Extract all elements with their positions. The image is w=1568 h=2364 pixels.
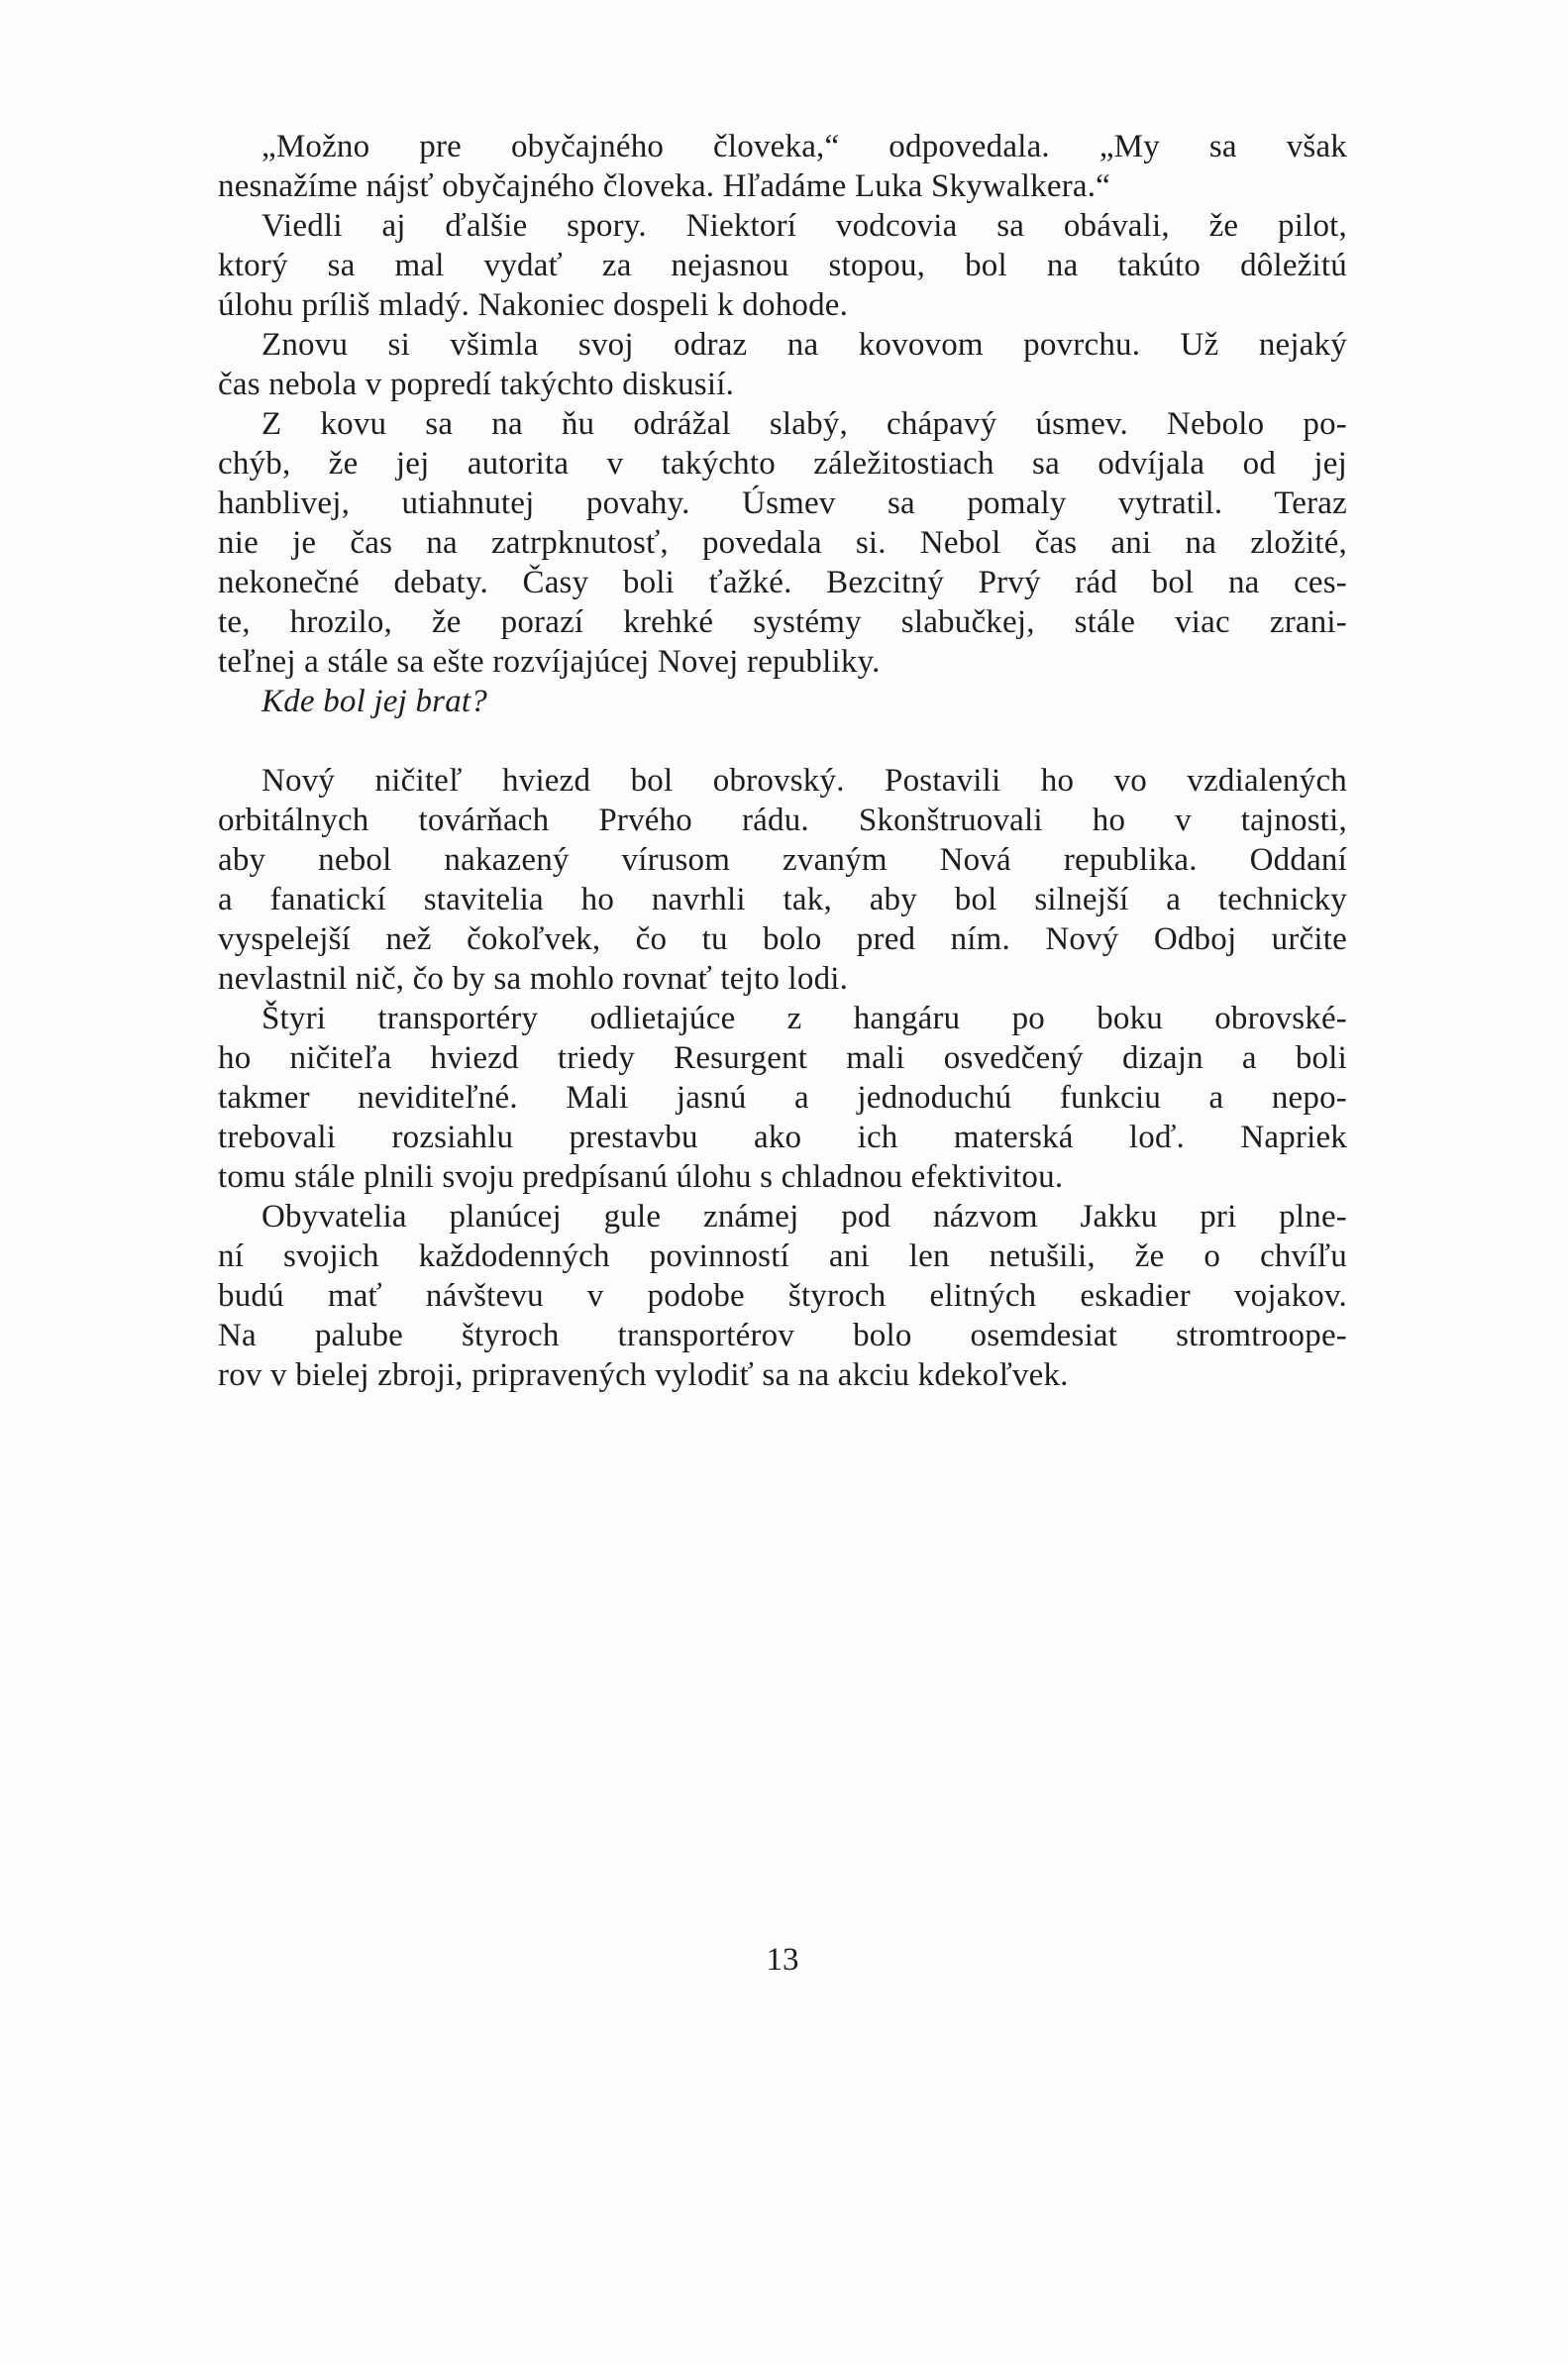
text-line: te, hrozilo, že porazí krehké systémy slabučkej, stále viac zrani- <box>218 604 1347 640</box>
text-line: a fanatickí stavitelia ho navrhli tak, aby bol silnejší a technicky <box>218 882 1347 917</box>
paragraph <box>218 404 1347 682</box>
text-line: úlohu príliš mladý. Nakoniec dospeli k dohode. <box>218 287 849 323</box>
text-line: nie je čas na zatrpknutosť, povedala si. Nebol čas ani na zložité, <box>218 525 1347 561</box>
text-line: nevlastnil nič, čo by sa mohlo rovnať tejto lodi. <box>218 961 849 997</box>
text-line: Obyvatelia planúcej gule známej pod názvom Jakku pri plne- <box>261 1199 1347 1235</box>
paragraph <box>218 325 1347 404</box>
text-line: Štyri transportéry odlietajúce z hangáru po boku obrovské- <box>261 1001 1347 1036</box>
text-line: teľnej a stále sa ešte rozvíjajúcej Novej republiky. <box>218 644 881 680</box>
text-line: ní svojich každodenných povinností ani len netušili, že o chvíľu <box>218 1238 1347 1274</box>
text-line: vyspelejší než čokoľvek, čo tu bolo pred ním. Nový Odboj určite <box>218 921 1347 957</box>
paragraph <box>218 999 1347 1197</box>
paragraph <box>218 127 1347 206</box>
text-line: takmer neviditeľné. Mali jasnú a jednoduchú funkciu a nepo- <box>218 1080 1347 1116</box>
text-line: Znovu si všimla svoj odraz na kovovom povrchu. Už nejaký <box>261 327 1347 363</box>
text-line: čas nebola v popredí takýchto diskusií. <box>218 367 735 402</box>
text-line: rov v bielej zbroji, pripravených vylodiť sa na akciu kdekoľvek. <box>218 1357 1069 1393</box>
text-line: budú mať návštevu v podobe štyroch elitných eskadier vojakov. <box>218 1278 1347 1314</box>
text-block <box>218 127 1347 1395</box>
text-line: Na palube štyroch transportérov bolo osemdesiat stromtroope- <box>218 1318 1347 1353</box>
text-line: Kde bol jej brat? <box>261 684 487 719</box>
paragraph <box>218 682 1347 721</box>
text-line: nekonečné debaty. Časy boli ťažké. Bezcitný Prvý rád bol na ces- <box>218 565 1347 600</box>
text-line: Nový ničiteľ hviezd bol obrovský. Postavili ho vo vzdialených <box>261 763 1347 799</box>
text-line: „Možno pre obyčajného človeka,“ odpovedala. „My sa však <box>261 129 1347 164</box>
text-line: orbitálnych továrňach Prvého rádu. Skonštruovali ho v tajnosti, <box>218 803 1347 838</box>
page-number: 13 <box>766 1942 799 1978</box>
text-line: aby nebol nakazený vírusom zvaným Nová republika. Oddaní <box>218 842 1347 878</box>
text-line: tomu stále plnili svoju predpísanú úlohu s chladnou efektivitou. <box>218 1159 1064 1195</box>
paragraph <box>218 761 1347 999</box>
text-line: ktorý sa mal vydať za nejasnou stopou, bol na takúto dôležitú <box>218 248 1347 283</box>
paragraph <box>218 1197 1347 1395</box>
paragraph <box>218 206 1347 325</box>
text-line: chýb, že jej autorita v takýchto záležitostiach sa odvíjala od jej <box>218 446 1347 482</box>
text-line: ho ničiteľa hviezd triedy Resurgent mali osvedčený dizajn a boli <box>218 1040 1347 1076</box>
text-line: Z kovu sa na ňu odrážal slabý, chápavý úsmev. Nebolo po- <box>261 406 1347 442</box>
text-line: nesnažíme nájsť obyčajného človeka. Hľadáme Luka Skywalkera.“ <box>218 168 1111 204</box>
text-line: Viedli aj ďalšie spory. Niektorí vodcovia sa obávali, že pilot, <box>261 208 1347 244</box>
text-line: hanblivej, utiahnutej povahy. Úsmev sa pomaly vytratil. Teraz <box>218 485 1347 521</box>
text-line: trebovali rozsiahlu prestavbu ako ich materská loď. Napriek <box>218 1120 1347 1155</box>
